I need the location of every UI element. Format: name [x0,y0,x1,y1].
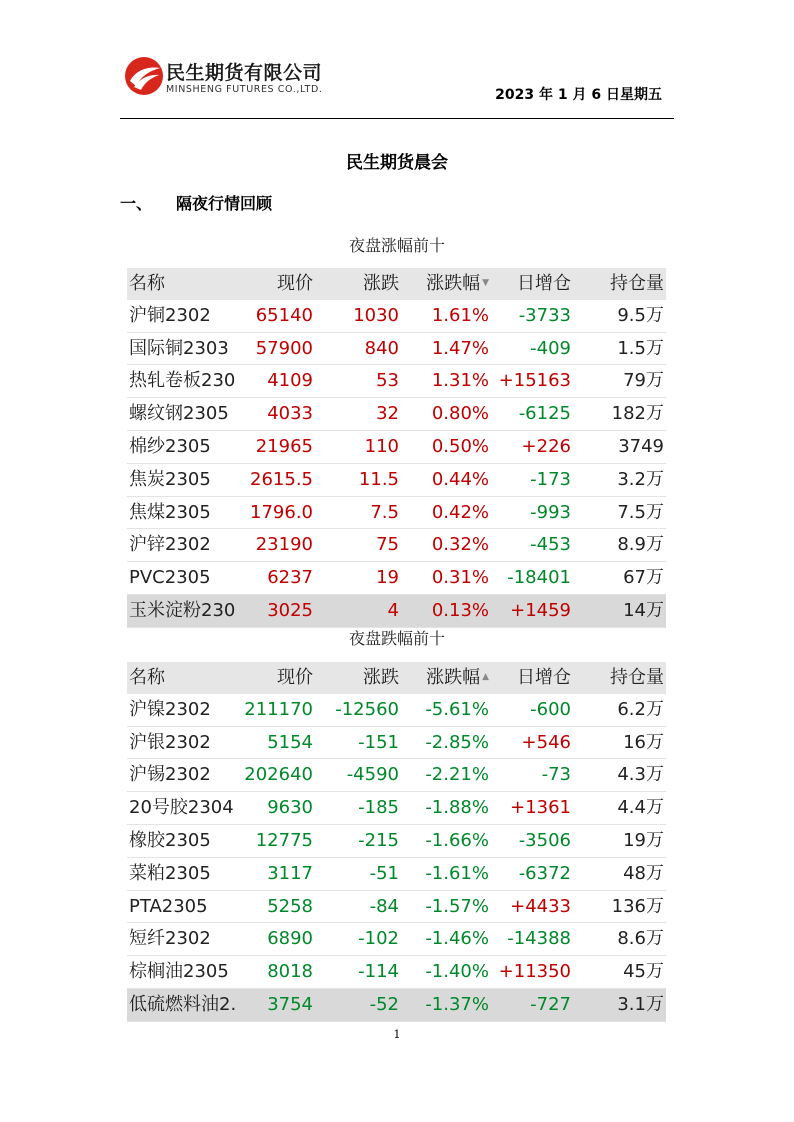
cell-change-pct: 0.31% [401,562,491,595]
cell-open-interest: 4.3万 [573,759,666,792]
cell-open-interest: 9.5万 [573,300,666,332]
cell-daily-oi-change: -173 [491,463,573,496]
cell-open-interest: 8.9万 [573,529,666,562]
cell-daily-oi-change: -6372 [491,857,573,890]
table-row [127,529,666,562]
column-header-label: 名称 [129,273,165,295]
table-row [127,989,666,1022]
cell-open-interest: 3.1万 [573,989,666,1022]
table-row [127,398,666,431]
cell-name: 沪锡2302 [127,759,239,792]
cell-daily-oi-change: -18401 [491,562,573,595]
cell-price: 57900 [239,332,315,365]
cell-open-interest: 1.5万 [573,332,666,365]
cell-change-pct: 0.42% [401,496,491,529]
cell-change: 19 [315,562,401,595]
cell-change: 53 [315,365,401,398]
column-header-label: 名称 [129,667,165,689]
cell-name: 螺纹钢2305 [127,398,239,431]
table-row [127,496,666,529]
cell-name: 沪铜2302 [127,300,239,332]
cell-change-pct: -5.61% [401,694,491,726]
column-header-change [315,268,401,300]
table-row [127,463,666,496]
cell-price: 4109 [239,365,315,398]
cell-change: 4 [315,595,401,628]
report-date: 2023 年 1 月 6 日星期五 [495,87,662,103]
cell-daily-oi-change: +1459 [491,595,573,628]
cell-change-pct: -2.85% [401,726,491,759]
cell-change-pct: -1.88% [401,792,491,825]
column-header-label: 日增仓 [517,667,571,689]
cell-price: 5154 [239,726,315,759]
cell-name: 20号胶2304 [127,792,239,825]
cell-open-interest: 16万 [573,726,666,759]
cell-price: 8018 [239,956,315,989]
cell-daily-oi-change: -993 [491,496,573,529]
cell-name: 橡胶2305 [127,825,239,858]
cell-name: 棉纱2305 [127,431,239,464]
cell-open-interest: 3.2万 [573,463,666,496]
cell-open-interest: 6.2万 [573,694,666,726]
cell-change-pct: -1.61% [401,857,491,890]
table-row [127,694,666,726]
section-heading [120,191,272,214]
cell-price: 9630 [239,792,315,825]
table-row [127,825,666,858]
cell-change: -215 [315,825,401,858]
cell-name: 沪银2302 [127,726,239,759]
column-header-price [239,268,315,300]
cell-daily-oi-change: -3506 [491,825,573,858]
cell-change: 75 [315,529,401,562]
column-header-label: 涨跌幅 [426,667,481,688]
cell-change-pct: -1.66% [401,825,491,858]
table-row [127,759,666,792]
column-header-open-interest [573,268,666,300]
table-row [127,956,666,989]
cell-daily-oi-change: -727 [491,989,573,1022]
cell-price: 211170 [239,694,315,726]
column-header-label: 持仓量 [610,667,664,689]
cell-name: 玉米淀粉230 [127,595,239,628]
cell-daily-oi-change: +4433 [491,890,573,923]
cell-name: 棕榈油2305 [127,956,239,989]
cell-change: -52 [315,989,401,1022]
cell-price: 1796.0 [239,496,315,529]
company-name-cn: 民生期货有限公司 [166,62,323,84]
cell-change-pct: 0.44% [401,463,491,496]
section-title: 隔夜行情回顾 [176,194,273,213]
table-row [127,792,666,825]
table-row [127,726,666,759]
cell-open-interest: 67万 [573,562,666,595]
cell-open-interest: 45万 [573,956,666,989]
cell-open-interest: 8.6万 [573,923,666,956]
table-header-row [127,268,666,300]
column-header-open-interest [573,662,666,694]
losers-table [127,662,666,1022]
cell-price: 12775 [239,825,315,858]
cell-price: 6237 [239,562,315,595]
column-header-label: 涨跌 [363,273,399,295]
cell-price: 21965 [239,431,315,464]
table-row [127,595,666,628]
column-header-change-pct [401,268,491,300]
section-number: 一、 [120,194,153,213]
cell-open-interest: 136万 [573,890,666,923]
cell-price: 3754 [239,989,315,1022]
cell-name: 焦煤2305 [127,496,239,529]
cell-price: 3117 [239,857,315,890]
column-header-label: 现价 [277,667,313,689]
column-header-change-pct [401,662,491,694]
cell-daily-oi-change: -409 [491,332,573,365]
cell-change: 32 [315,398,401,431]
table-row [127,857,666,890]
cell-daily-oi-change: -3733 [491,300,573,332]
cell-change: -185 [315,792,401,825]
cell-name: 短纤2302 [127,923,239,956]
losers-caption: 夜盘跌幅前十 [348,629,445,648]
cell-change-pct: 1.47% [401,332,491,365]
sort-indicator-icon: ▼ [482,278,489,289]
cell-name: 菜粕2305 [127,857,239,890]
cell-change: -114 [315,956,401,989]
header-divider [120,118,674,119]
table-header-row [127,662,666,694]
table-row [127,332,666,365]
cell-open-interest: 3749 [573,431,666,464]
cell-change-pct: -1.57% [401,890,491,923]
company-logo-icon [124,56,164,96]
cell-change: -84 [315,890,401,923]
cell-change: -12560 [315,694,401,726]
cell-change: 7.5 [315,496,401,529]
column-header-label: 涨跌幅 [426,273,481,294]
column-header-name [127,662,239,694]
table-row [127,431,666,464]
cell-open-interest: 182万 [573,398,666,431]
cell-change-pct: 0.32% [401,529,491,562]
cell-change-pct: -1.37% [401,989,491,1022]
column-header-label: 现价 [277,273,313,295]
cell-daily-oi-change: +15163 [491,365,573,398]
cell-change-pct: 0.80% [401,398,491,431]
gainers-table [127,268,666,628]
cell-price: 2615.5 [239,463,315,496]
cell-open-interest: 79万 [573,365,666,398]
cell-daily-oi-change: +226 [491,431,573,464]
cell-change-pct: -2.21% [401,759,491,792]
cell-daily-oi-change: -73 [491,759,573,792]
cell-change: 840 [315,332,401,365]
column-header-daily-oi-change [491,662,573,694]
cell-daily-oi-change: +1361 [491,792,573,825]
cell-price: 5258 [239,890,315,923]
cell-name: PTA2305 [127,890,239,923]
cell-daily-oi-change: -6125 [491,398,573,431]
cell-daily-oi-change: -14388 [491,923,573,956]
cell-daily-oi-change: +11350 [491,956,573,989]
page-number: 1 [393,1028,401,1041]
cell-change-pct: -1.46% [401,923,491,956]
cell-open-interest: 4.4万 [573,792,666,825]
cell-change-pct: 1.61% [401,300,491,332]
cell-name: 热轧卷板230 [127,365,239,398]
cell-price: 4033 [239,398,315,431]
cell-change: -4590 [315,759,401,792]
table-row [127,562,666,595]
cell-change-pct: 0.50% [401,431,491,464]
cell-name: 低硫燃料油2. [127,989,239,1022]
column-header-daily-oi-change [491,268,573,300]
cell-price: 65140 [239,300,315,332]
cell-price: 23190 [239,529,315,562]
column-header-label: 涨跌 [363,667,399,689]
cell-daily-oi-change: -453 [491,529,573,562]
table-row [127,923,666,956]
cell-daily-oi-change: +546 [491,726,573,759]
column-header-change [315,662,401,694]
cell-price: 202640 [239,759,315,792]
cell-change: 1030 [315,300,401,332]
cell-name: 沪镍2302 [127,694,239,726]
cell-name: PVC2305 [127,562,239,595]
table-row [127,300,666,332]
column-header-label: 日增仓 [517,273,571,295]
document-title: 民生期货晨会 [346,153,448,173]
cell-change: -102 [315,923,401,956]
gainers-caption: 夜盘涨幅前十 [348,236,445,255]
cell-price: 6890 [239,923,315,956]
column-header-name [127,268,239,300]
cell-change-pct: -1.40% [401,956,491,989]
cell-change: 110 [315,431,401,464]
cell-open-interest: 14万 [573,595,666,628]
column-header-price [239,662,315,694]
table-row [127,365,666,398]
cell-daily-oi-change: -600 [491,694,573,726]
cell-name: 国际铜2303 [127,332,239,365]
column-header-label: 持仓量 [610,273,664,295]
cell-change: 11.5 [315,463,401,496]
cell-change: -151 [315,726,401,759]
cell-name: 焦炭2305 [127,463,239,496]
cell-price: 3025 [239,595,315,628]
cell-open-interest: 7.5万 [573,496,666,529]
cell-change-pct: 1.31% [401,365,491,398]
company-logo [124,56,364,102]
table-row [127,890,666,923]
cell-name: 沪锌2302 [127,529,239,562]
company-name-en: MINSHENG FUTURES CO.,LTD. [166,84,323,95]
cell-change-pct: 0.13% [401,595,491,628]
cell-change: -51 [315,857,401,890]
sort-indicator-icon: ▲ [482,672,489,683]
cell-open-interest: 19万 [573,825,666,858]
cell-open-interest: 48万 [573,857,666,890]
